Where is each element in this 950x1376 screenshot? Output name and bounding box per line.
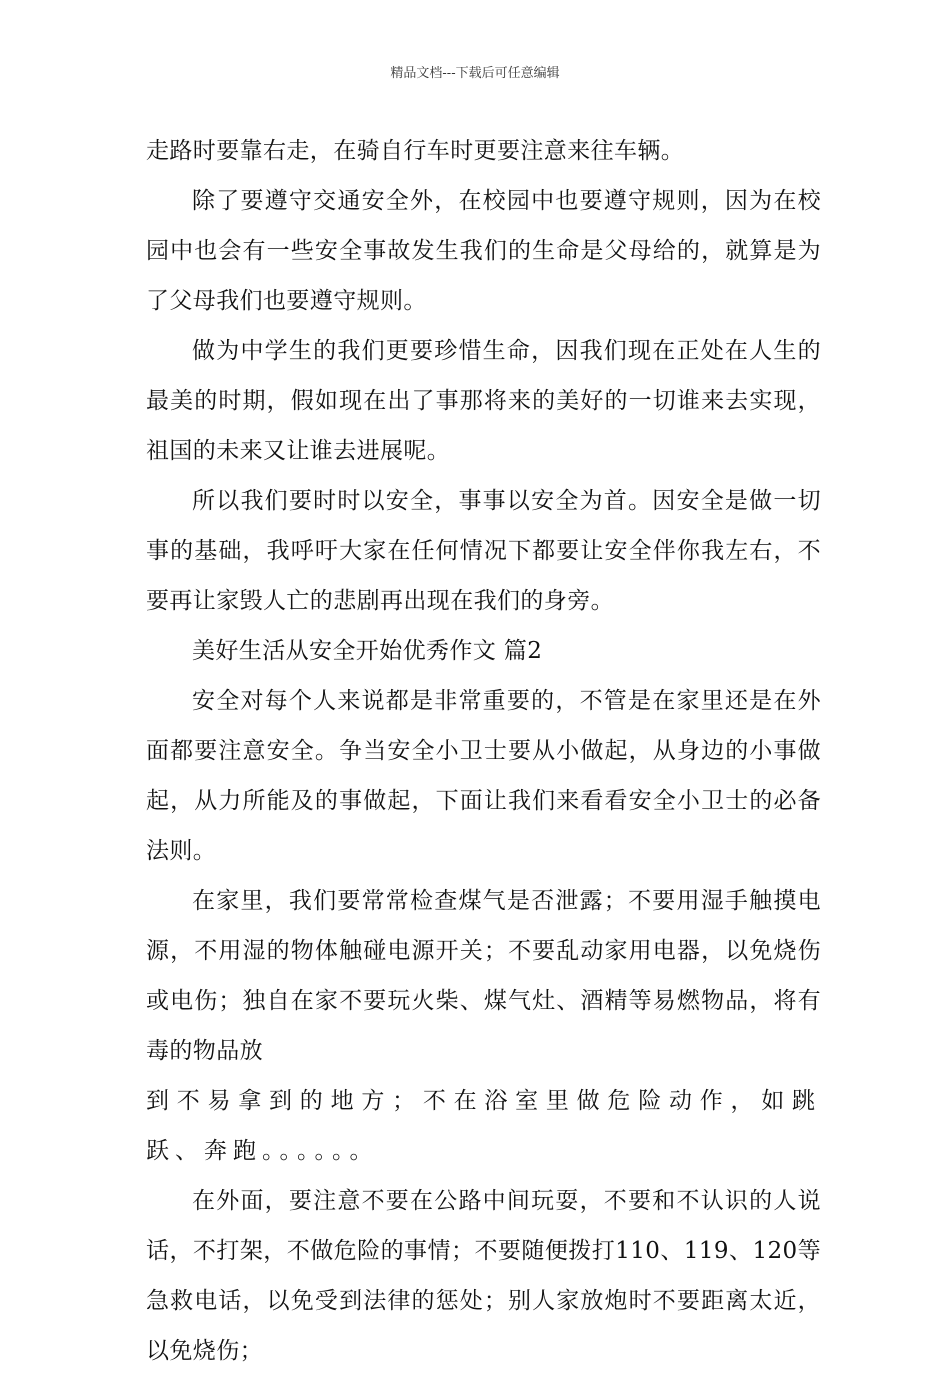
paragraph-line-spaced: 到不易拿到的地方；不在浴室里做危险动作，如跳跃、奔跑。。。。。。	[146, 1088, 821, 1164]
paragraph-continuation: 走路时要靠右走，在骑自行车时更要注意来往车辆。	[146, 138, 685, 164]
paragraph: 在家里，我们要常常检查煤气是否泄露；不要用湿手触摸电源，不用湿的物体触碰电源开关；不要乱动家用电器，以免烧伤或电伤；独自在家不要玩火柴、煤气灶、酒精等易燃物品，将有毒的物品放	[146, 888, 821, 1064]
paragraph: 在外面，要注意不要在公路中间玩耍，不要和不认识的人说话，不打架，不做危险的事情；不要随便拨打110、119、120等急救电话，以免受到法律的惩处；别人家放炮时不要距离太近，以免烧伤；	[146, 1188, 821, 1364]
paragraph: 做为中学生的我们更要珍惜生命，因我们现在正处在人生的最美的时期，假如现在出了事那将来的美好的一切谁来去实现，祖国的未来又让谁去进展呢。	[146, 338, 821, 464]
paragraph: 所以我们要时时以安全，事事以安全为首。因安全是做一切事的基础，我呼吁大家在任何情况下都要让安全伴你我左右，不要再让家毁人亡的悲剧再出现在我们的身旁。	[146, 488, 821, 614]
page-header: 精品文档---下载后可任意编辑	[390, 66, 560, 81]
document-body	[146, 126, 821, 1376]
paragraph: 安全对每个人来说都是非常重要的，不管是在家里还是在外面都要注意安全。争当安全小卫士要从小做起，从身边的小事做起，从力所能及的事做起，下面让我们来看看安全小卫士的必备法则。	[146, 688, 821, 864]
section-heading: 美好生活从安全开始优秀作文 篇2	[192, 638, 543, 664]
paragraph: 除了要遵守交通安全外，在校园中也要遵守规则，因为在校园中也会有一些安全事故发生我们的生命是父母给的，就算是为了父母我们也要遵守规则。	[146, 188, 821, 314]
